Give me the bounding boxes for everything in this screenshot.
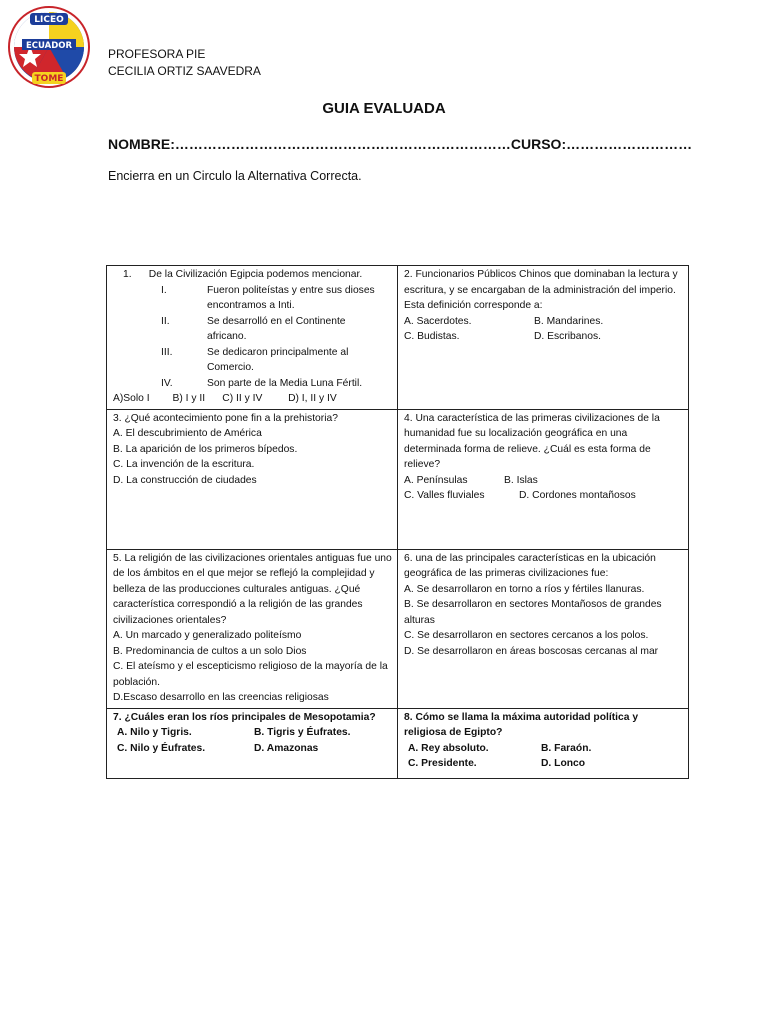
- teacher-role: PROFESORA PIE: [108, 47, 206, 61]
- question-5-prompt: 5. La religión de las civilizaciones orientales antiguas fue uno de los ámbitos en el que mejor se reflejó la complejidad y belleza de las producciones culturales antiguas. ¿Qué característica correspondió a la religión de las grandes civilizaciones orientales?: [113, 552, 392, 626]
- instructions: Encierra en un Circulo la Alternativa Correcta.: [108, 169, 362, 183]
- question-8-option-d[interactable]: D. Lonco: [541, 758, 586, 769]
- question-7-prompt: 7. ¿Cuáles eran los ríos principales de Mesopotamia?: [113, 711, 376, 723]
- question-1-options: A)Solo I B) I y II C) II y IV D) I, II y IV: [113, 393, 337, 404]
- question-7: [107, 708, 398, 778]
- question-3-option-b[interactable]: B. La aparición de los primeros bípedos.: [113, 443, 298, 455]
- logo-text-bottom: TOME: [34, 74, 64, 84]
- quiz-table: [106, 265, 689, 779]
- question-3-option-a[interactable]: A. El descubrimiento de América: [113, 428, 262, 439]
- question-6-prompt: 6. una de las principales características en la ubicación geográfica de las primeras civilizaciones fue:: [404, 552, 656, 579]
- question-8-option-a[interactable]: A. Rey absoluto.: [408, 742, 489, 754]
- question-1-prompt: 1. De la Civilización Egipcia podemos mencionar.: [123, 269, 363, 280]
- question-6-option-c[interactable]: C. Se desarrollaron en sectores cercanos a los polos.: [404, 630, 649, 641]
- school-logo: [8, 6, 90, 88]
- question-2-option-d[interactable]: D. Escribanos.: [534, 331, 601, 342]
- question-5-option-a[interactable]: A. Un marcado y generalizado politeísmo: [113, 630, 302, 641]
- question-1: [107, 266, 398, 410]
- question-7-option-c[interactable]: C. Nilo y Éufrates.: [117, 742, 206, 754]
- question-5-option-d[interactable]: D.Escaso desarrollo en las creencias religiosas: [113, 692, 329, 703]
- question-4-option-c[interactable]: C. Valles fluviales: [404, 490, 485, 501]
- logo-text-mid: ECUADOR: [25, 41, 73, 51]
- question-8-option-c[interactable]: C. Presidente.: [408, 758, 477, 769]
- question-4-option-d[interactable]: D. Cordones montañosos: [519, 490, 636, 501]
- question-7-option-d[interactable]: D. Amazonas: [254, 742, 319, 754]
- question-2-prompt: 2. Funcionarios Públicos Chinos que dominaban la lectura y escritura, y se encargaban de la administración del imperio. Esta definición corresponde a:: [404, 269, 678, 311]
- question-5-option-b[interactable]: B. Predominancia de cultos a un solo Dios: [113, 645, 307, 657]
- question-5: [107, 549, 398, 708]
- question-1-item: II. Se desarrolló en el Continente africano.: [161, 315, 346, 342]
- question-3-option-d[interactable]: D. La construcción de ciudades: [113, 474, 257, 486]
- question-7-option-a[interactable]: A. Nilo y Tigris.: [117, 727, 192, 738]
- question-1-item: I. Fueron politeístas y entre sus dioses encontramos a Inti.: [161, 284, 375, 311]
- question-4: [398, 409, 689, 549]
- question-2: [398, 266, 689, 410]
- question-6: [398, 549, 689, 708]
- question-1-item: III. Se dedicaron principalmente al Comercio.: [161, 346, 349, 373]
- teacher-info: [108, 46, 261, 80]
- question-2-option-c[interactable]: C. Budistas.: [404, 331, 460, 342]
- question-2-option-a[interactable]: A. Sacerdotes.: [404, 315, 472, 327]
- question-8-prompt: 8. Cómo se llama la máxima autoridad política y religiosa de Egipto?: [404, 711, 639, 738]
- question-6-option-b[interactable]: B. Se desarrollaron en sectores Montañosos de grandes alturas: [404, 599, 662, 626]
- teacher-name: CECILIA ORTIZ SAAVEDRA: [108, 64, 261, 78]
- question-3: [107, 409, 398, 549]
- question-6-option-d[interactable]: D. Se desarrollaron en áreas boscosas cercanas al mar: [404, 645, 659, 657]
- question-6-option-a[interactable]: A. Se desarrollaron en torno a ríos y fértiles llanuras.: [404, 583, 645, 595]
- question-4-option-a[interactable]: A. Penínsulas: [404, 474, 468, 486]
- question-8: [398, 708, 689, 778]
- question-4-option-b[interactable]: B. Islas: [504, 474, 538, 486]
- question-4-prompt: 4. Una característica de las primeras civilizaciones de la humanidad fue su localización geográfica en una determinada forma de relieve. ¿Cuál es esta forma de relieve?: [404, 412, 660, 470]
- question-2-option-b[interactable]: B. Mandarines.: [534, 315, 604, 327]
- question-3-option-c[interactable]: C. La invención de la escritura.: [113, 459, 255, 470]
- name-course-line: NOMBRE:………………………………………………………………CURSO:………………………: [108, 136, 693, 152]
- page-title: GUIA EVALUADA: [322, 100, 446, 117]
- question-5-option-c[interactable]: C. El ateísmo y el escepticismo religioso de la mayoría de la población.: [113, 661, 388, 688]
- question-1-item: IV. Son parte de la Media Luna Fértil.: [161, 377, 363, 389]
- question-7-option-b[interactable]: B. Tigris y Éufrates.: [254, 727, 351, 738]
- question-3-prompt: 3. ¿Qué acontecimiento pone fin a la prehistoria?: [113, 412, 338, 424]
- question-8-option-b[interactable]: B. Faraón.: [541, 742, 592, 754]
- logo-text-top: LICEO: [34, 15, 64, 25]
